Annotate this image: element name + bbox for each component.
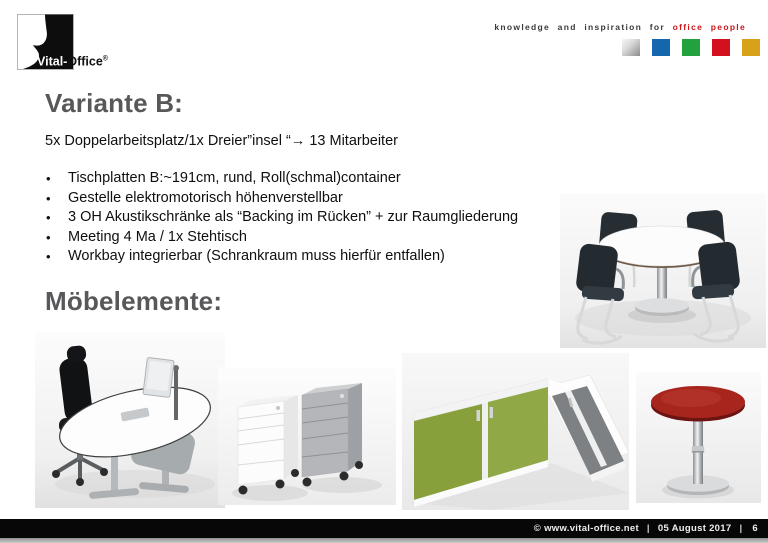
bullet-item: • 3 OH Akustikschränke als “Backing im Rücken” + zur Raumgliederung	[45, 208, 585, 228]
intro-line: 5x Doppelarbeitsplatz/1x Dreier”insel “→ 13 Mitarbeiter	[45, 133, 398, 149]
brand-tagline	[494, 22, 746, 32]
section-title: Möbelemente:	[45, 286, 223, 316]
footer-separator: |	[646, 523, 650, 534]
bullet-item: • Meeting 4 Ma / 1x Stehtisch	[45, 228, 585, 248]
logo-mark	[16, 13, 146, 75]
square-green	[682, 39, 700, 56]
square-blue	[652, 39, 670, 56]
footer	[0, 519, 768, 543]
tagline-red: office people	[672, 22, 746, 32]
square-gold	[742, 39, 760, 56]
bullet-list	[45, 169, 585, 267]
bullet-item: • Workbay integrierbar (Schrankraum muss hierfür entfallen)	[45, 247, 585, 267]
footer-page-number: 6	[752, 523, 758, 534]
footer-copyright: ©	[533, 523, 542, 534]
footer-site: www.vital-office.net	[544, 523, 639, 534]
footer-separator: |	[739, 523, 743, 534]
footer-strip	[0, 538, 768, 543]
cabinets-image	[402, 353, 629, 510]
monitor	[143, 357, 174, 397]
vital-office-logo	[16, 13, 146, 80]
slide-title: Variante B:	[45, 88, 184, 118]
standing-table-image	[636, 372, 761, 503]
meeting-table-image	[560, 193, 766, 348]
tagline-black: knowledge and inspiration for	[494, 22, 665, 32]
bullet-item: • Gestelle elektromotorisch höhenverstellbar	[45, 189, 585, 209]
square-red	[712, 39, 730, 56]
footer-date: 05 August 2017	[657, 523, 732, 534]
footer-bar	[0, 519, 768, 538]
desk-image	[35, 332, 225, 508]
bullet-item: • Tischplatten B:~191cm, rund, Roll(schmal)container	[45, 169, 585, 189]
svg-text:Vital-Office®: Vital-Office®	[37, 54, 108, 69]
color-squares	[622, 39, 760, 56]
pedestals-image	[218, 367, 396, 505]
square-silver	[622, 39, 640, 56]
